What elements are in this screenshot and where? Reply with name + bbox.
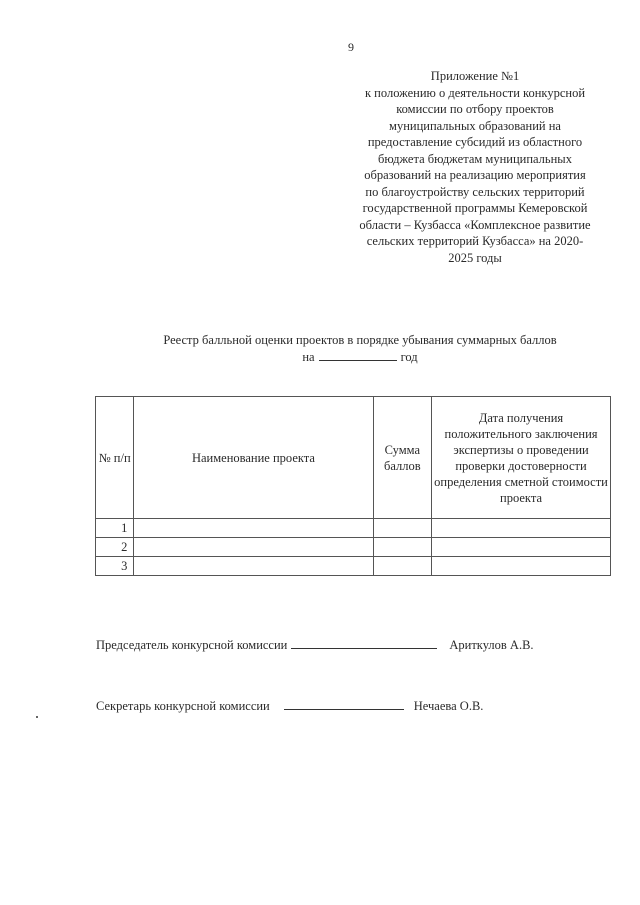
cell-date [432,538,611,557]
appendix-line: Приложение №1 [430,69,520,83]
chairman-signature-line [96,636,534,653]
appendix-header [325,68,625,266]
cell-num: 1 [96,519,134,538]
registry-date-line [60,348,640,365]
secretary-name: Нечаева О.В. [413,699,484,713]
appendix-line: муниципальных образований на [389,118,561,133]
table-row [96,519,611,538]
appendix-line: бюджета бюджетам муниципальных [378,151,572,166]
cell-num: 3 [96,557,134,576]
appendix-line: комиссии по отбору проектов [396,102,554,116]
appendix-line: государственной программы Кемеровской [362,201,588,215]
secretary-signature-blank [284,697,404,710]
cell-date [432,557,611,576]
chairman-role: Председатель конкурсной комиссии [96,638,288,652]
appendix-line: области – Кузбасса «Комплексное развитие [359,217,591,232]
header-num: № п/п [96,397,134,519]
cell-num: 2 [96,538,134,557]
appendix-line: к положению о деятельности конкурсной [364,85,586,100]
cell-name [134,557,373,576]
appendix-line: предоставление субсидий из областного [367,135,583,149]
cell-sum [373,519,432,538]
registry-date-suffix: год [400,350,418,364]
appendix-line: по благоустройству сельских территорий [365,184,585,199]
secretary-signature-line [96,697,483,714]
chairman-name: Ариткулов А.В. [449,638,534,652]
registry-title [60,332,640,365]
page-number: 9 [348,40,354,54]
cell-name [134,519,373,538]
cell-sum [373,538,432,557]
table-row [96,557,611,576]
appendix-line: образований на реализацию мероприятия [364,168,586,182]
registry-title-text: Реестр балльной оценки проектов в порядке убывания суммарных баллов [163,333,557,347]
header-sum: Сумма баллов [373,397,432,519]
header-date: Дата получения положительного заключения экспертизы о проведении проверки достоверности определения сметной стоимости проекта [432,397,611,519]
chairman-signature-blank [291,636,437,649]
appendix-line: 2025 годы [448,250,502,265]
cell-date [432,519,611,538]
registry-date-prefix: на [302,350,315,364]
registry-table [95,396,611,576]
secretary-role: Секретарь конкурсной комиссии [96,699,270,713]
table-row [96,538,611,557]
cell-name [134,538,373,557]
date-blank [319,348,397,361]
appendix-line: сельских территорий Кузбасса» на 2020- [366,234,584,248]
scan-speck [36,716,38,718]
cell-sum [373,557,432,576]
table-header-row [96,397,611,519]
header-name: Наименование проекта [134,397,373,519]
